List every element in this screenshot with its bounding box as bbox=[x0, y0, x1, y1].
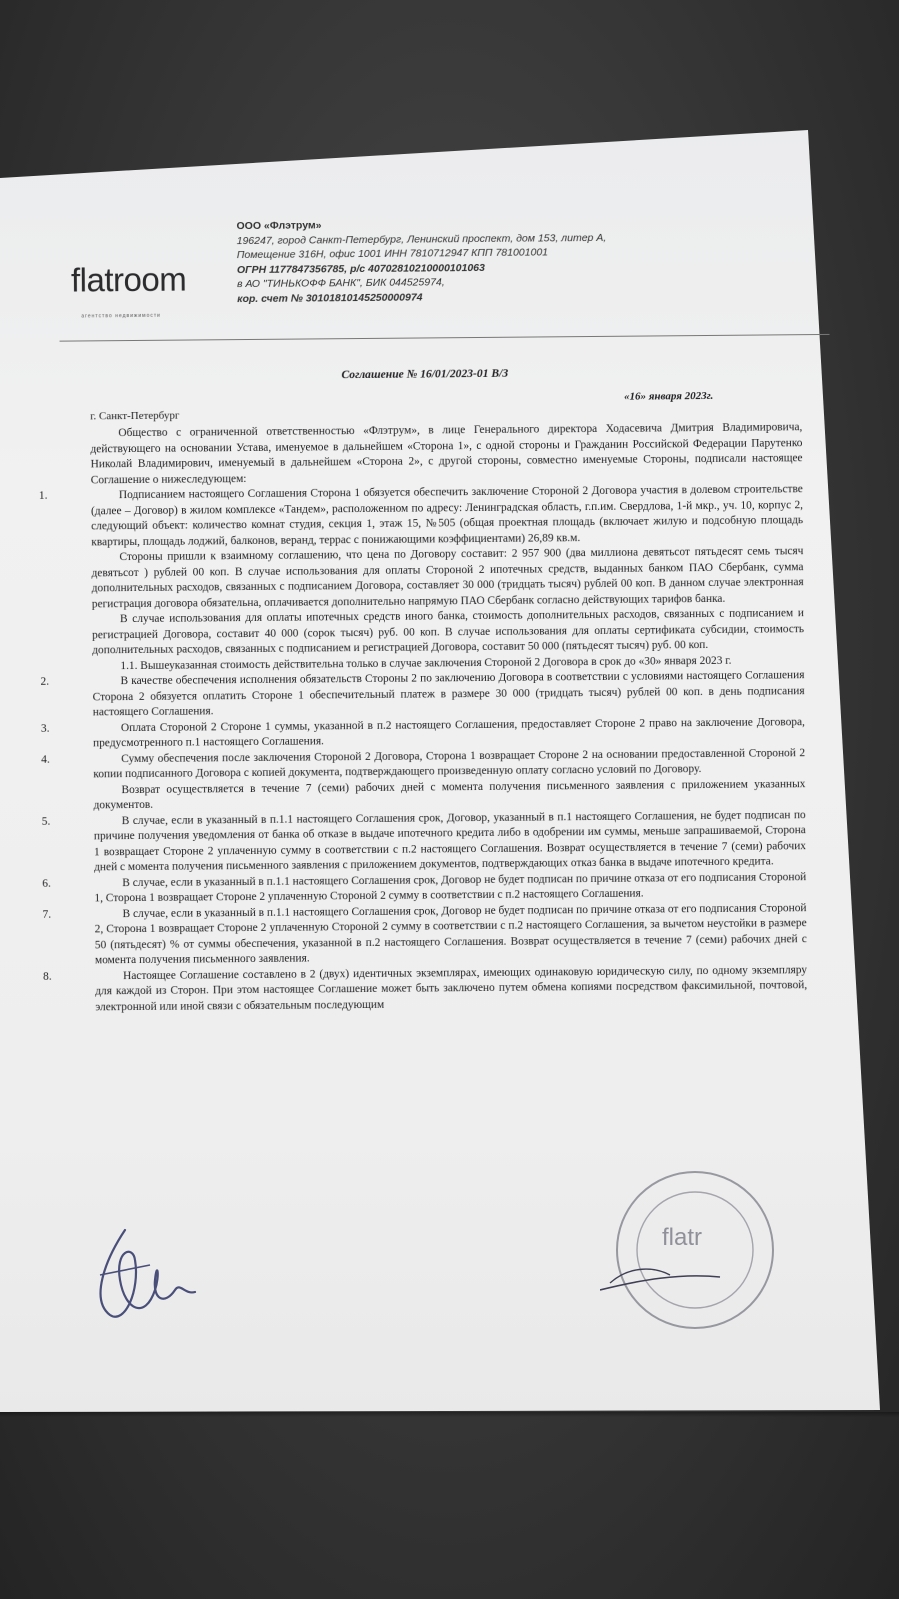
clause-5 bbox=[41, 808, 807, 876]
clause-number: 4. bbox=[41, 753, 50, 766]
clause-number: 6. bbox=[42, 877, 51, 890]
logo-tagline: агентство недвижимости bbox=[81, 312, 161, 320]
clause-paragraph: В качестве обеспечения исполнения обязательств Стороны 2 по заключению Договора в соответствии с условиями настоящего Соглашения Сторона 2 обязуется оплатить Стороне 1 обеспечительный платеж в размере 30 000 (тридцать тысяч) рублей 00 коп. в день подписания настоящего Соглашения. bbox=[92, 669, 805, 719]
clause-7 bbox=[42, 901, 807, 969]
clause-paragraph: Сумму обеспечения после заключения Стороной 2 Договора, Сторона 1 возвращает Стороне 2 на основании предоставленной Стороной 2 копии подписанного Договора с копией документа, подтверждающего произведенную оплату согласно условий по Договору. bbox=[93, 746, 806, 781]
company-bank: в АО "ТИНЬКОФФ БАНК", БИК 044525974, bbox=[236, 276, 445, 291]
signature bbox=[85, 1220, 225, 1340]
clause-number: 7. bbox=[42, 908, 52, 921]
letterhead bbox=[18, 158, 829, 320]
clause-number: 2. bbox=[40, 675, 50, 688]
clause-number: 1. bbox=[38, 489, 48, 502]
document-city: г. Санкт-Петербург bbox=[90, 409, 180, 423]
clause-4 bbox=[41, 746, 806, 814]
document-content bbox=[18, 158, 829, 1013]
company-name: ООО «Флэтрум» bbox=[236, 219, 322, 233]
company-ogrn: ОГРН 1177847356785, р/с 40702810210000101063 bbox=[236, 261, 485, 276]
company-inn: Помещение 316Н, офис 1001 ИНН 7810712947 КПП 781001001 bbox=[236, 246, 549, 262]
company-details bbox=[236, 216, 606, 306]
clause-paragraph: В случае, если в указанный в п.1.1 настоящего Соглашения срок, Договор, указанный в п.1 настоящего Соглашения, не будет подписан по причине получения уведомления от банка об отказе в выдаче ипотечного кредита либо в одобрении им суммы, меньше запрашиваемой, Сторона 1 возвращает Стороне 2 уплаченную сумму в соответствии с п.2 настоящего Соглашения. Возврат осуществляется в течение 7 (семи) рабочих дней с момента получения письменного заявления с приложением документов, подтверждающих отказ банка в выдаче ипотечного кредита. bbox=[93, 808, 807, 874]
company-stamp bbox=[600, 1155, 780, 1335]
clause-number: 8. bbox=[43, 970, 52, 983]
clause-2 bbox=[40, 668, 805, 721]
clause-1 bbox=[38, 482, 805, 674]
clause-paragraph: В случае использования для оплаты ипотечных средств иного банка, стоимость дополнительных расходов, связанных с подписанием и регистрацией Договора, составит 40 000 (сорок тысяч) руб. 00 коп. В случае использования для оплаты сертификата субсидии, стоимость дополнительных расходов, связанных с подписанием и регистрацией Договора, составит 50 000 (пятьдесят тысяч) руб. 00 коп. bbox=[92, 607, 805, 657]
preamble: Общество с ограниченной ответственностью «Флэтрум», в лице Генерального директора Ходасевича Дмитрия Владимировича, действующего на основании Устава, именуемое в дальнейшем «Сторона 1», с одной стороны и Гражданин Российской Федерации Парутенко Николай Владимирович, именуемый в дальнейшем «Сторона 2», с другой стороны, совместно именуемые Стороны, подписали настоящее Соглашение о нижеследующем: bbox=[90, 421, 803, 486]
clause-number: 5. bbox=[41, 815, 51, 828]
clause-paragraph: Оплата Стороной 2 Стороне 1 суммы, указанной в п.2 настоящего Соглашения, предоставляет Стороне 2 право на заключение Договора, предусмотренного п.1 настоящего Соглашения. bbox=[92, 715, 805, 750]
document-body bbox=[38, 420, 808, 1015]
clause-paragraph: Настоящее Соглашение составлено в 2 (двух) идентичных экземплярах, имеющих одинаковую юридическую силу, по одному экземпляру для каждой из Сторон. При этом настоящее Соглашение может быть заключено путем обмена копиями посредством факсимильной, почтовой, электронной или иной связи с обязательным последующим bbox=[95, 963, 808, 1013]
clause-8 bbox=[43, 963, 808, 1016]
stamp-text: flatr bbox=[662, 1224, 703, 1251]
clauses-list bbox=[38, 482, 808, 1015]
clause-paragraph: 1.1. Вышеуказанная стоимость действительна только в случае заключения Стороной 2 Договора в срок до «30» января 2023 г. bbox=[120, 654, 732, 672]
clause-paragraph: Стороны пришли к взаимному соглашению, что цена по Договору составит: 2 957 900 (два миллиона девятьсот пятьдесят семь тысяч девятьсот ) рублей 00 коп. В случае использования для оплаты Стороной 2 ипотечных средств, выданных банком ПАО Сбербанк, сумма дополнительных расходов, связанных с подписанием Договора, составляет 30 000 (тридцать тысяч) рублей 00 коп. В данном случае электронная регистрация договора обязательна, оплачивается дополнительно напрямую ПАО Сбербанк согласно действующих тарифов банка. bbox=[91, 545, 804, 610]
clause-paragraph: В случае, если в указанный в п.1.1 настоящего Соглашения срок, Договор не будет подписан по причине отказа от его подписания Стороной 2, Сторона 1 возвращает Стороне 2 уплаченную Стороной 2 сумму в соответствии с п.2 настоящего Соглашения, за вычетом неустойки в размере 50 (пятьдесят) % от суммы обеспечения, указанной в п.2 настоящего Соглашения. Возврат осуществляется в течение 7 (семи) рабочих дней с момента получения письменного заявления. bbox=[94, 901, 807, 967]
clause-paragraph: Возврат осуществляется в течение 7 (семи) рабочих дней с момента получения письменного заявления с приложением указанных документов. bbox=[93, 777, 806, 812]
company-address: 196247, город Санкт-Петербург, Ленинский проспект, дом 153, литер А, bbox=[236, 231, 607, 247]
document-date: «16» января 2023г. bbox=[623, 389, 714, 403]
company-logo: flatroom bbox=[70, 260, 187, 299]
clause-number: 3. bbox=[40, 722, 50, 735]
company-account: кор. счет № 30101810145250000974 bbox=[237, 290, 423, 305]
paper-edge-shadow bbox=[0, 1412, 899, 1417]
document-title: Соглашение № 16/01/2023-01 В/З bbox=[341, 366, 509, 382]
clause-paragraph: Подписанием настоящего Соглашения Сторона 1 обязуется обеспечить заключение Стороной 2 Договора участия в долевом строительстве (далее – Договор) в жилом комплексе «Тандем», расположенном по адресу: Ленинградская область, г.п.им. Свердлова, 1-й мкр., уч. 10, корпус 2, следующий объект: количество комнат студия, секция 1, этаж 15, №505 (общая проектная площадь (включает жилую и подсобную площадь квартиры, площадь лоджий, балконов, веранд, террас с понижающими коэффициентами) 26,89 кв.м. bbox=[90, 483, 804, 548]
clause-paragraph: В случае, если в указанный в п.1.1 настоящего Соглашения срок, Договор не будет подписан по причине отказа от его подписания Стороной 1, Сторона 1 возвращает Стороне 2 уплаченную Стороной 2 сумму в соответствии с п.2 настоящего Соглашения. bbox=[94, 870, 807, 905]
